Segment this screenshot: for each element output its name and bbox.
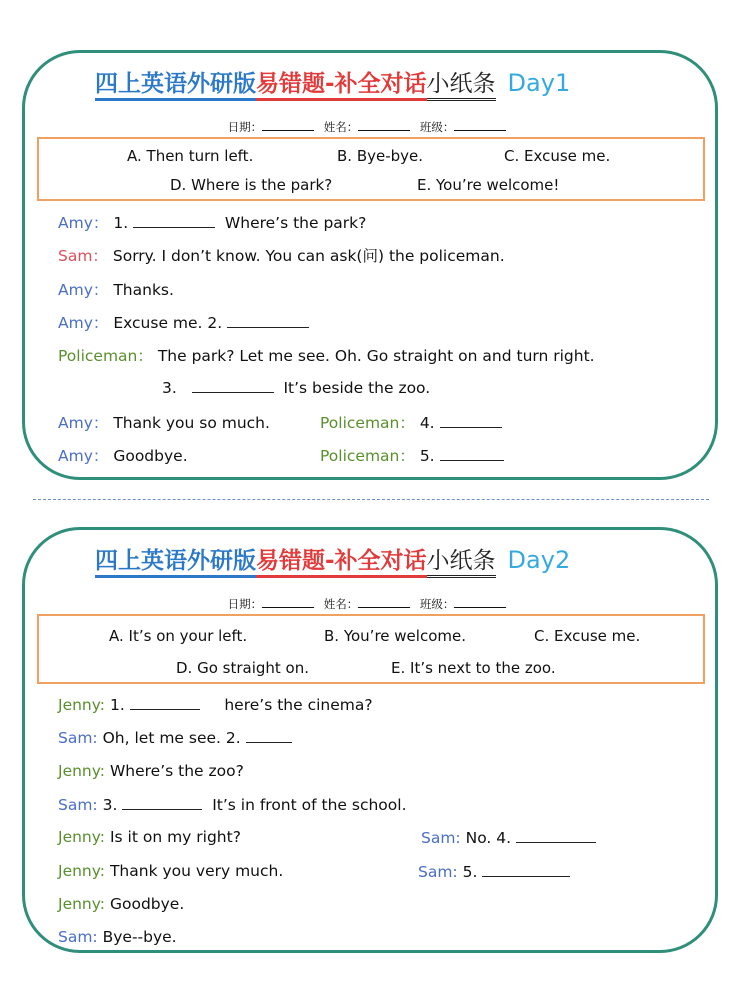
dialogue-line: Amy： Thanks.: [58, 281, 174, 299]
speaker-label: Amy：: [58, 214, 109, 232]
name-blank[interactable]: [358, 120, 410, 131]
speaker-label: Jenny:: [58, 862, 106, 880]
option-a: A. It’s on your left.: [109, 627, 248, 645]
answer-blank-1[interactable]: [133, 213, 215, 228]
class-blank[interactable]: [454, 597, 506, 608]
dialogue-line: Jenny: Where’s the zoo?: [58, 762, 244, 780]
class-label: 班级：: [419, 597, 455, 611]
title-red-part: 易错题-补全对话: [256, 65, 427, 101]
answer-blank-1[interactable]: [130, 695, 200, 710]
title-blue-part: 四上英语外研版: [95, 65, 256, 101]
dialogue-line: Policeman： 4.: [320, 411, 502, 433]
dialogue-line: Sam： Sorry. I don’t know. You can ask(问) the policeman.: [58, 247, 505, 265]
speaker-label: Policeman：: [320, 414, 415, 432]
speaker-label: Amy：: [58, 447, 109, 465]
speaker-label: Amy：: [58, 314, 109, 332]
date-blank[interactable]: [262, 120, 314, 131]
worksheet-card-day1: [22, 50, 718, 480]
dialogue-line: Jenny: Thank you very much.: [58, 862, 284, 880]
dialogue-line: Amy： Thank you so much.: [58, 414, 270, 432]
dialogue-line: Sam: 5.: [418, 862, 570, 881]
title-day: Day2: [507, 546, 571, 574]
speaker-label: Sam:: [58, 796, 98, 814]
date-blank[interactable]: [262, 597, 314, 608]
title-black-part: 小纸条: [427, 542, 496, 578]
speaker-label: Policeman：: [320, 447, 415, 465]
dialogue-line: Policeman： 5.: [320, 444, 504, 466]
dialogue-line: Amy： 1. Where’s the park?: [58, 214, 367, 232]
title-red-part: 易错题-补全对话: [256, 542, 427, 578]
option-e: E. It’s next to the zoo.: [391, 659, 556, 677]
option-b: B. Bye-bye.: [337, 147, 424, 165]
speaker-label: Sam:: [418, 863, 458, 881]
dialogue-line: Sam: 3. It’s in front of the school.: [58, 796, 407, 814]
answer-blank-5[interactable]: [482, 862, 570, 877]
dialogue-line: Sam: Bye--bye.: [58, 928, 177, 946]
option-e: E. You’re welcome!: [417, 176, 560, 194]
speaker-label: Jenny:: [58, 696, 106, 714]
title-day: Day1: [507, 69, 571, 97]
dialogue-line: Amy： Goodbye.: [58, 447, 188, 465]
card-title: [95, 542, 675, 582]
answer-blank-3[interactable]: [192, 378, 274, 393]
answer-blank-5[interactable]: [440, 446, 504, 461]
options-box: [37, 137, 705, 201]
title-blue-part: 四上英语外研版: [95, 542, 256, 578]
speaker-label: Amy：: [58, 414, 109, 432]
name-label: 姓名：: [323, 120, 359, 134]
speaker-label: Policeman：: [58, 347, 153, 365]
option-c: C. Excuse me.: [534, 627, 641, 645]
options-box: [37, 614, 705, 684]
name-blank[interactable]: [358, 597, 410, 608]
dialogue-line: Jenny: Is it on my right?: [58, 828, 241, 846]
option-c: C. Excuse me.: [504, 147, 611, 165]
speaker-label: Sam:: [58, 729, 98, 747]
answer-blank-4[interactable]: [440, 413, 502, 428]
dialogue-line: Jenny: 1. here’s the cinema?: [58, 696, 373, 714]
worksheet-card-day2: [22, 527, 718, 953]
class-blank[interactable]: [454, 120, 506, 131]
dialogue-line: Amy： Excuse me. 2.: [58, 311, 309, 333]
speaker-label: Sam:: [58, 928, 98, 946]
dialogue-line: Sam: Oh, let me see. 2.: [58, 728, 292, 747]
dialogue-line: Jenny: Goodbye.: [58, 895, 185, 913]
option-d: D. Go straight on.: [176, 659, 310, 677]
speaker-label: Amy：: [58, 281, 109, 299]
speaker-label: Jenny:: [58, 762, 106, 780]
dialogue-line: 3. It’s beside the zoo.: [162, 379, 431, 397]
speaker-label: Jenny:: [58, 828, 106, 846]
date-label: 日期：: [227, 120, 263, 134]
answer-blank-3[interactable]: [122, 795, 202, 810]
class-label: 班级：: [419, 120, 455, 134]
answer-blank-2[interactable]: [227, 313, 309, 328]
dialogue-line: Policeman： The park? Let me see. Oh. Go straight on and turn right.: [58, 347, 595, 365]
speaker-label: Jenny:: [58, 895, 106, 913]
option-a: A. Then turn left.: [127, 147, 254, 165]
dialogue-line: Sam: No. 4.: [421, 828, 596, 847]
speaker-label: Sam:: [421, 829, 461, 847]
speaker-label: Sam：: [58, 247, 108, 265]
title-black-part: 小纸条: [427, 65, 496, 101]
answer-blank-4[interactable]: [516, 828, 596, 843]
dashed-divider: [33, 499, 709, 500]
info-fields: [25, 119, 715, 135]
info-fields: [25, 596, 715, 612]
card-title: [95, 65, 675, 105]
name-label: 姓名：: [323, 597, 359, 611]
option-d: D. Where is the park?: [170, 176, 333, 194]
option-b: B. You’re welcome.: [324, 627, 466, 645]
answer-blank-2[interactable]: [246, 728, 292, 743]
date-label: 日期：: [227, 597, 263, 611]
